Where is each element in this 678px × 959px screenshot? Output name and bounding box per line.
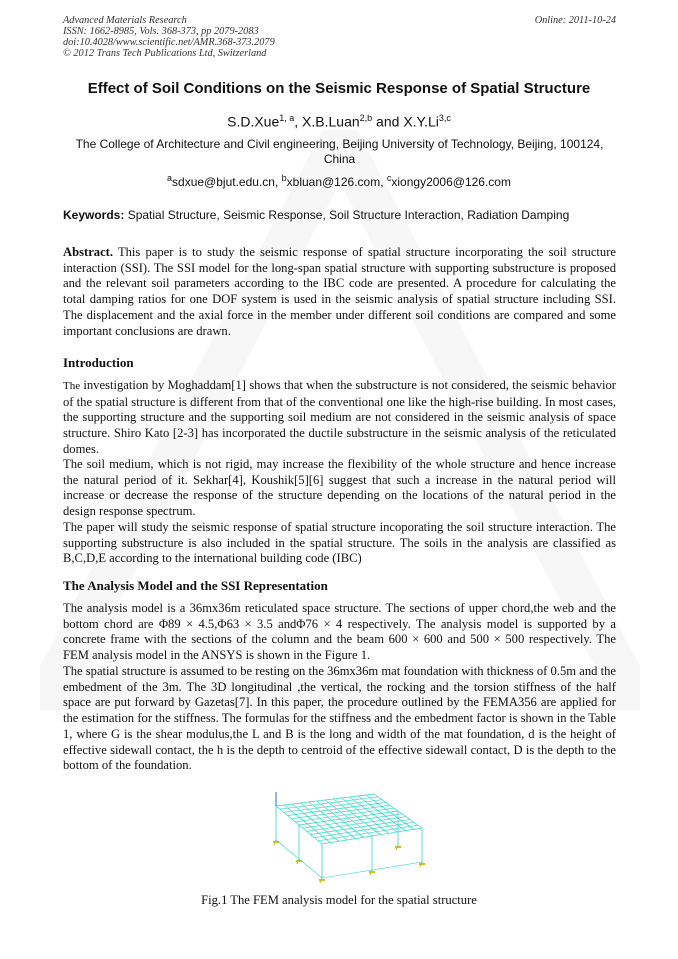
author-separator: , [294, 113, 303, 130]
keywords [63, 208, 616, 222]
email-mark: c [386, 173, 392, 183]
affiliation: The College of Architecture and Civil engineering, Beijing University of Technology, Beijing, 100124, China [75, 137, 604, 166]
copyright-line: © 2012 Trans Tech Publications Ltd, Switzerland [63, 48, 267, 59]
intro-lead-word: The [63, 380, 81, 392]
abstract-text: This paper is to study the seismic response of spatial structure incorporating the soil structure interaction (SSI). The SSI model for the long-span spatial structure with supporting substructure is proposed and the relevant soil parameters according to the IBC code are presented. A procedure for calculating the total damping ratios for one DOF system is used in the seismic analysis of spatial structure including SSI. The displacement and the axial force in the member under different soil conditions are compared and some important conclusions are drawn. [63, 245, 616, 338]
issn-line: ISSN: 1662-8985, Vols. 368-373, pp 2079-2083 [63, 26, 259, 37]
abstract [63, 245, 616, 339]
author-list [0, 113, 678, 130]
intro-paragraph: The soil medium, which is not rigid, may increase the flexibility of the whole structure and hence increase the natural period of it. Sekhar[4], Koushik[5][6] suggest that such a increase in the natural period will increase or decrease the response of the structure depending on the locations of the natural period in the design response spectrum. [63, 457, 616, 519]
online-date: Online: 2011-10-24 [534, 15, 616, 26]
fem-model-figure [262, 788, 432, 886]
email-address[interactable]: xbluan@126.com [286, 175, 381, 189]
author-affil-mark: 1, a [279, 113, 295, 123]
doi-line: doi:10.4028/www.scientific.net/AMR.368-373.2079 [63, 37, 275, 48]
email-separator: , [380, 175, 387, 189]
figure-caption: Fig.1 The FEM analysis model for the spatial structure [201, 893, 477, 907]
author-separator: and [372, 113, 404, 130]
intro-paragraph-text: investigation by Moghaddam[1] shows that when the substructure is not considered, the seismic behavior of the spatial structure is different from that of the conventional one like the high-rise building. In most cases, the supporting structure and the supporting soil medium are not considered in the seismic analysis of space structure. Shiro Kato [2-3] has incorporated the ductile substructure in the seismic analysis of the reticulated domes. [63, 378, 616, 456]
abstract-label: Abstract. [63, 245, 114, 259]
analysis-paragraph: The spatial structure is assumed to be resting on the 36mx36m mat foundation with thickness of 0.5m and the embedment of the 3m. The 3D longitudinal ,the vertical, the rocking and the torsion stiffness of the half space are put forward by Gazetas[7]. In this paper, the procedure outlined by the FEMA356 are applied for the estimation for the stiffness. The formulas for the stiffness and the embedment factor is shown in the Table 1, where G is the shear modulus,the L and B is the long and width of the mat foundation, d is the height of effective sidewall contact, the h is the depth to centroid of the effective sidewall contact, D is the depth to the bottom of the foundation. [63, 664, 616, 773]
roof-grid-line [366, 795, 414, 829]
author-affil-mark: 2,b [359, 113, 373, 123]
keywords-label: Keywords: [63, 208, 125, 222]
email-address[interactable]: xiongy2006@126.com [391, 175, 511, 189]
analysis-paragraph: The analysis model is a 36mx36m reticulated space structure. The sections of upper chord,the web and the bottom chord are Φ89 × 4.5,Φ63 × 3.5 andΦ76 × 4 respectively. The analysis model is supported by a concrete frame with the sections of the column and the beam 600 × 600 and 500 × 500 respectively. The FEM analysis model in the ANSYS is shown in the Figure 1. [63, 601, 616, 663]
intro-paragraph [63, 378, 616, 458]
email-mark: a [167, 173, 173, 183]
paper-title: Effect of Soil Conditions on the Seismic Response of Spatial Structure [87, 80, 591, 97]
journal-name: Advanced Materials Research [63, 15, 187, 26]
keywords-text: Spatial Structure, Seismic Response, Soil Structure Interaction, Radiation Damping [127, 208, 570, 222]
author-affil-mark: 3,c [438, 113, 451, 123]
email-address[interactable]: sdxue@bjut.edu.cn [172, 175, 275, 189]
email-mark: b [281, 173, 287, 183]
section-heading-introduction: Introduction [63, 355, 134, 370]
roof-grid-line [299, 811, 398, 825]
author-name: X.Y.Li [403, 113, 439, 130]
journal-header [63, 15, 616, 59]
roof-grid-line [350, 797, 398, 832]
section-heading-analysis: The Analysis Model and the SSI Representation [63, 578, 328, 593]
email-separator: , [274, 175, 282, 189]
author-name: X.B.Luan [302, 113, 360, 130]
roof-grid-line [303, 814, 402, 828]
author-name: S.D.Xue [227, 113, 280, 130]
intro-paragraph: The paper will study the seismic response of spatial structure incoporating the soil structure interaction. The supporting substructure is also included in the spatial structure. The soils in the analysis are classified as B,C,D,E according to the international building code (IBC) [63, 520, 616, 566]
email-list [0, 173, 678, 189]
